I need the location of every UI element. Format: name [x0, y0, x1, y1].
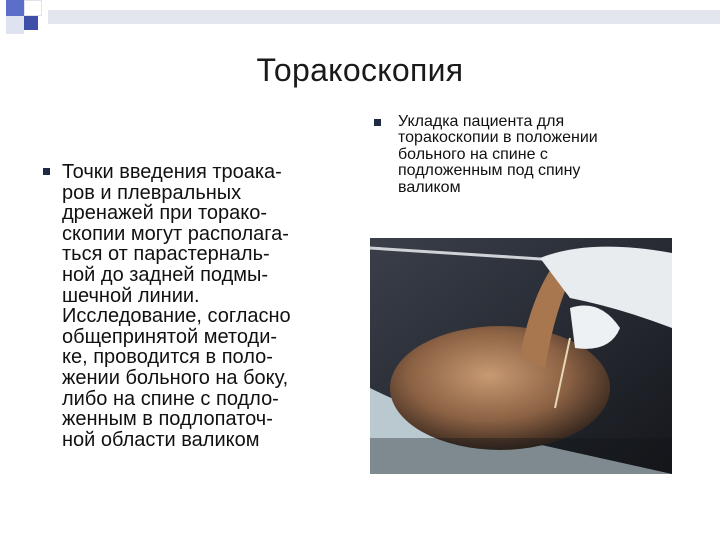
slide-title: Торакоскопия [256, 52, 464, 88]
corner-square-4 [24, 16, 38, 30]
right-bullet-icon [374, 119, 381, 126]
corner-square-1 [6, 0, 24, 16]
top-bar [48, 10, 720, 24]
right-bullet-text: Укладка пациента для торакоскопии в положении больного на спине с подложенным под спину валиком [398, 113, 598, 196]
corner-square-2 [24, 0, 42, 16]
corner-square-3 [6, 16, 24, 34]
photo-bottom-shadow [370, 438, 672, 474]
left-bullet-icon [43, 168, 50, 175]
left-bullet-text: Точки введения троака- ров и плевральных дренажей при торако- скопии могут располага- ться от парастерналь- ной до задней подмы- шечной линии. Исследование, согласно общепринятой методи- ке, проводится в поло- жении больного на боку, либо на спине с подло- женным в подлопаточ- ной области валиком [62, 161, 291, 451]
surgery-photo [370, 238, 672, 474]
